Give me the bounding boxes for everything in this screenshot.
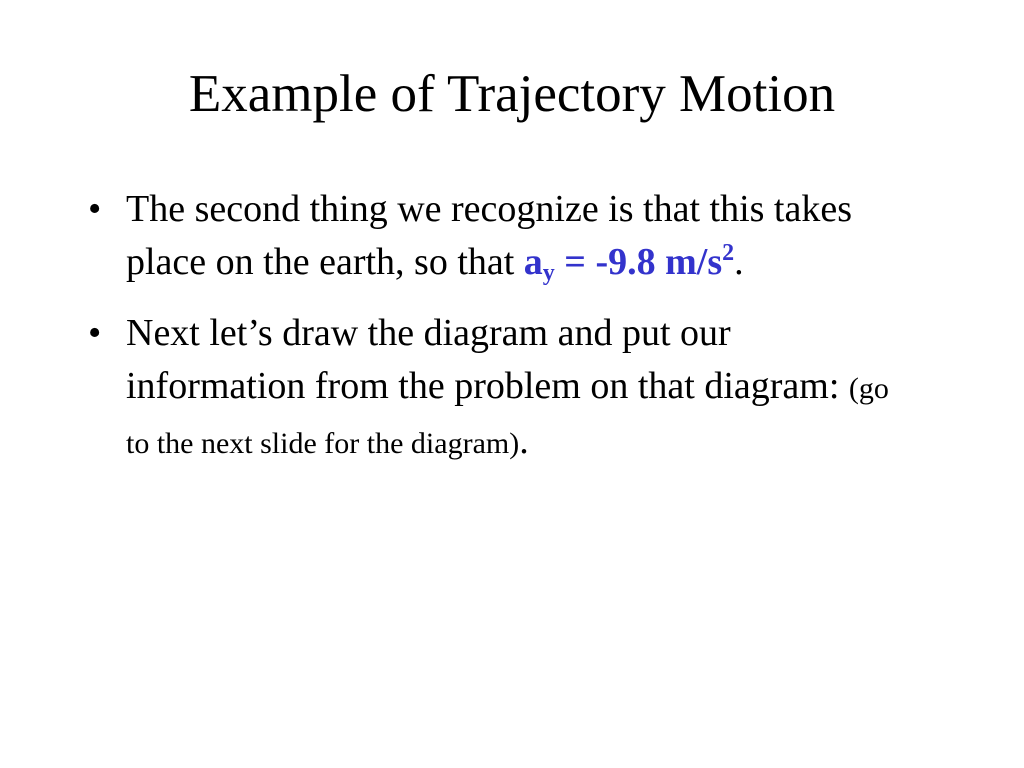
slide-title: Example of Trajectory Motion: [188, 65, 836, 123]
acceleration-magnitude: = -9.8 m/s: [554, 241, 723, 283]
bullet-dot-icon: •: [88, 188, 102, 230]
acceleration-value: [523, 240, 735, 286]
next-slide-note: (go to the next slide for the diagram): [126, 372, 889, 460]
bullet-item-earth-gravity: [84, 183, 904, 289]
bullet-text: Next let’s draw the diagram and put our information from the problem on that diagram:: [126, 312, 849, 407]
acceleration-subscript: y: [542, 260, 555, 286]
acceleration-symbol: a: [523, 241, 543, 283]
bullet-list: [84, 183, 904, 488]
bullet-period: .: [734, 241, 744, 283]
bullet-dot-icon: •: [88, 312, 102, 354]
bullet-item-draw-diagram: [84, 307, 904, 470]
bullet-period: .: [519, 420, 529, 462]
acceleration-exponent: 2: [722, 240, 735, 266]
bullet-text: The second thing we recognize is that this takes place on the earth, so that: [126, 188, 853, 283]
